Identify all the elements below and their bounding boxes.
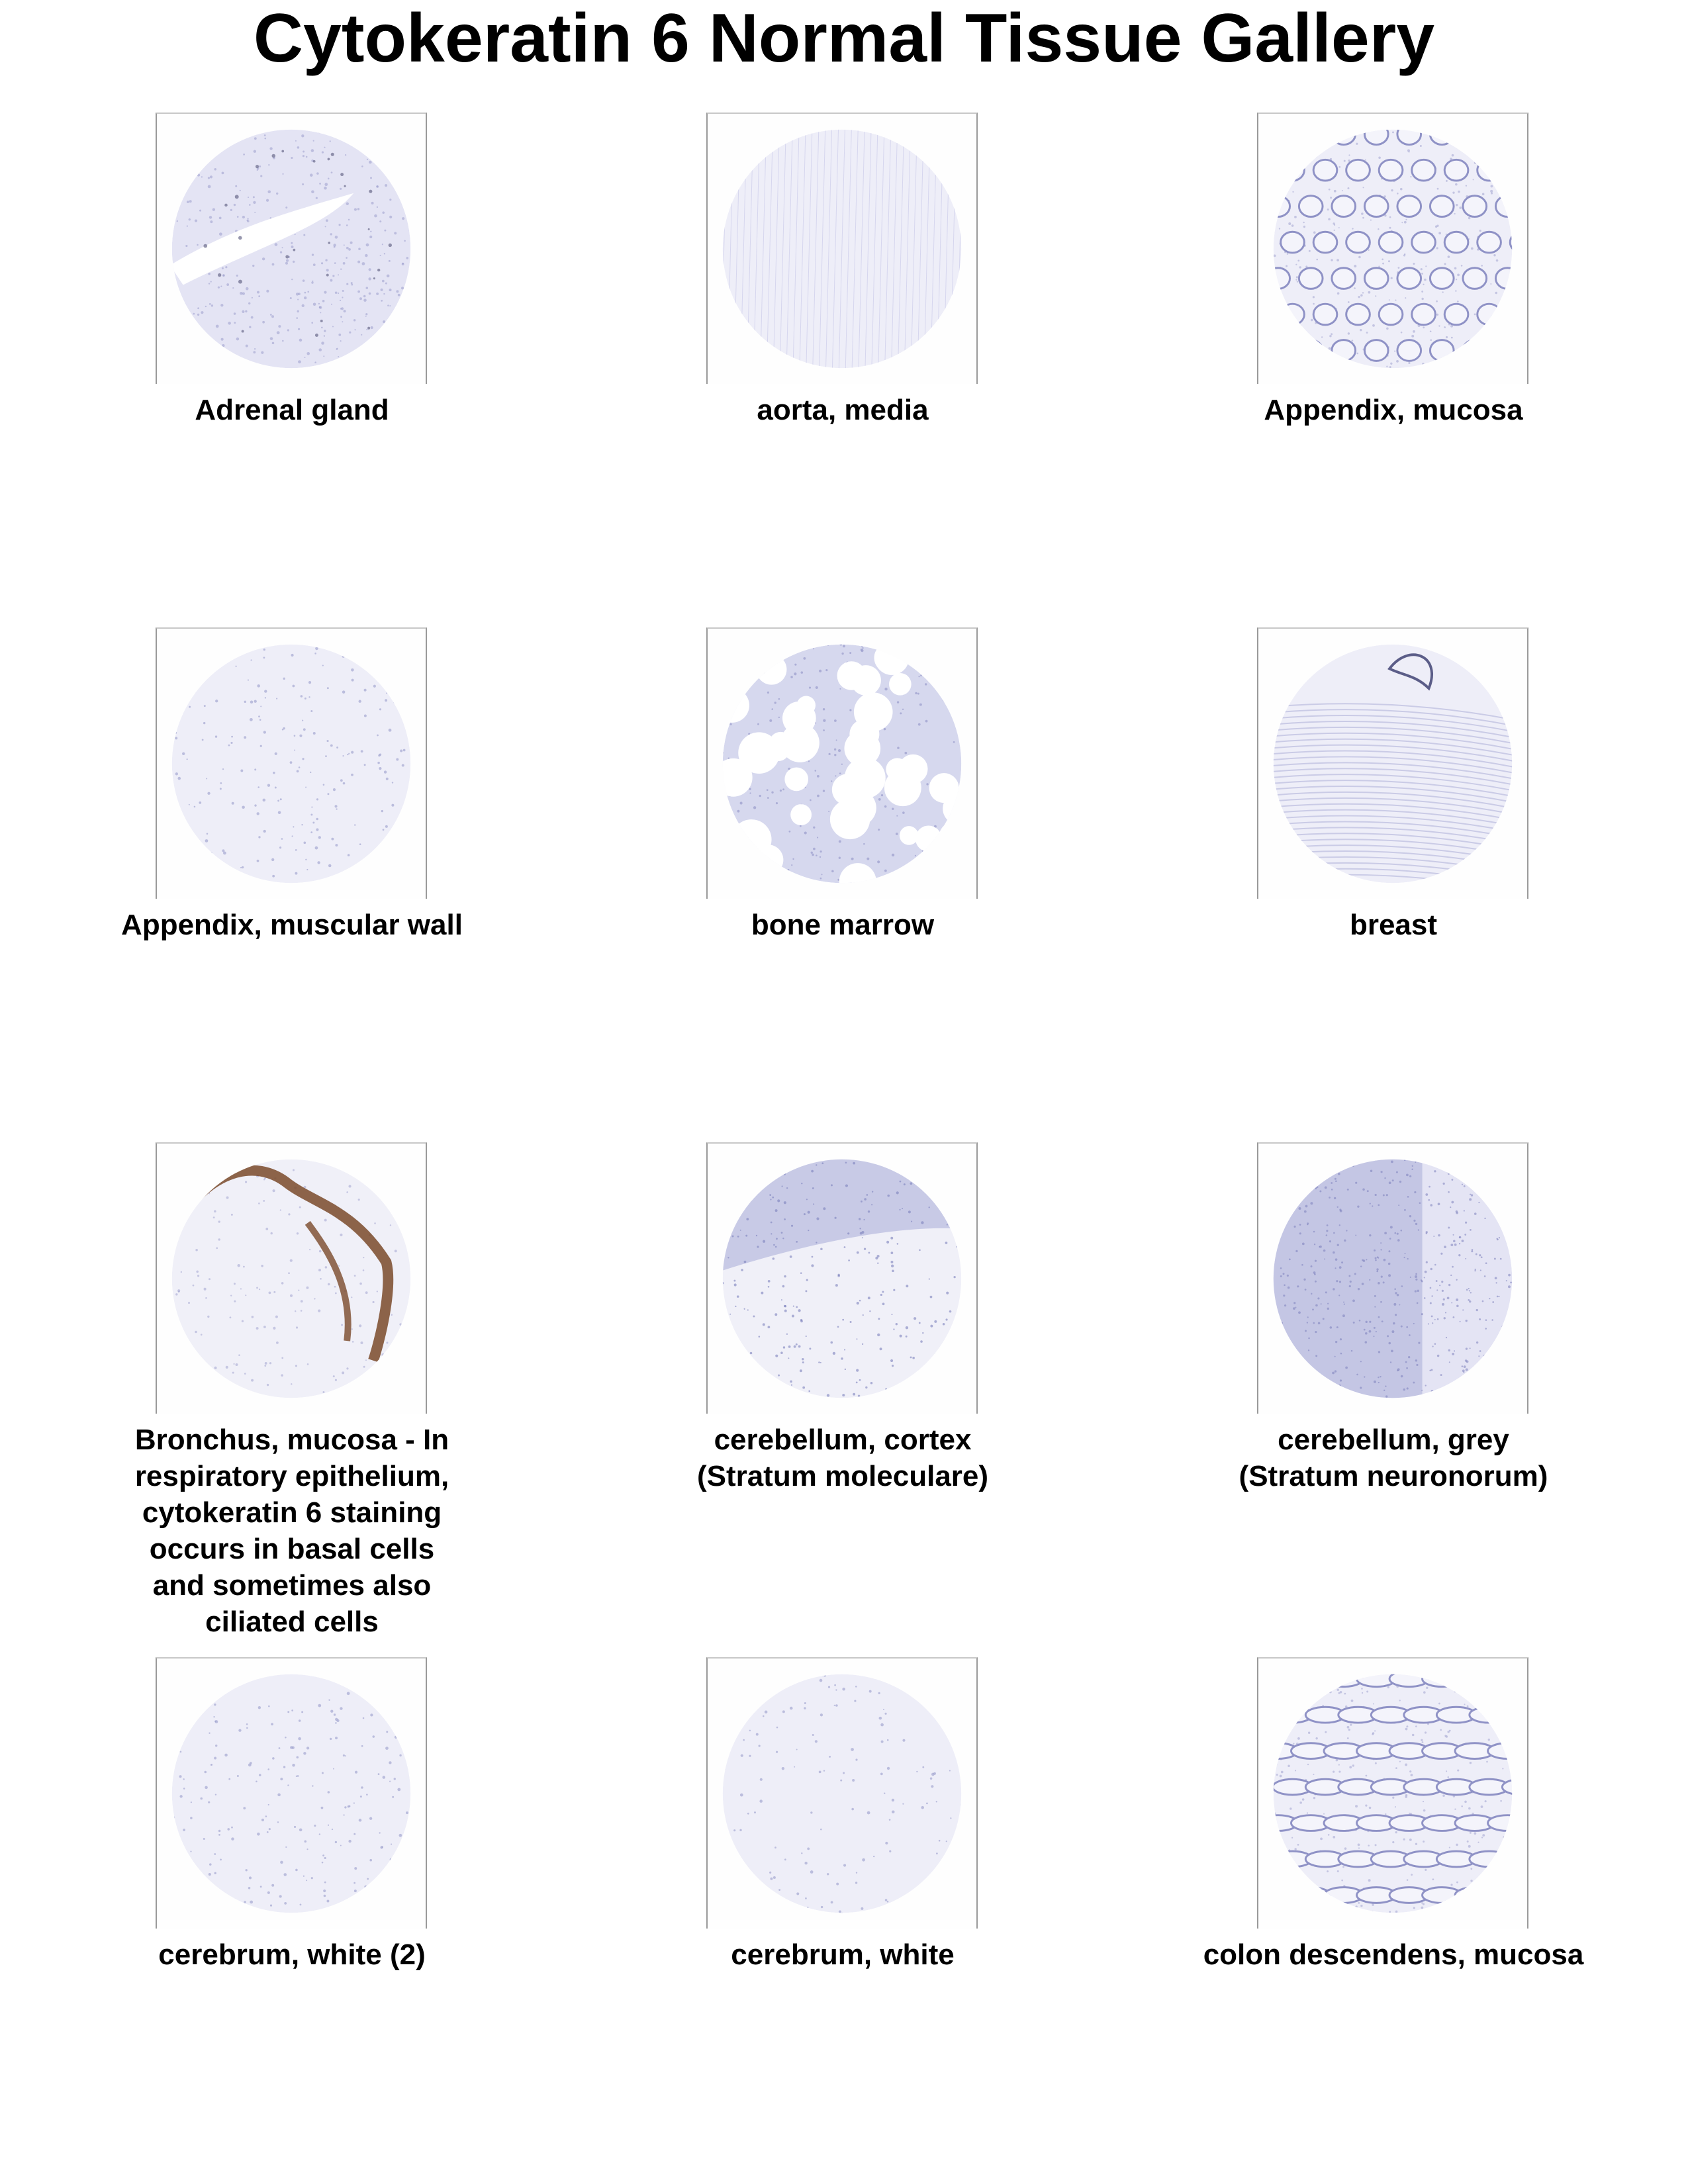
tissue-image — [706, 1657, 978, 1929]
page-title: Cytokeratin 6 Normal Tissue Gallery — [253, 0, 1435, 77]
tissue-micrograph — [157, 1144, 426, 1414]
tissue-caption: cerebrum, white (2) — [158, 1938, 426, 1971]
tissue-micrograph — [708, 1144, 976, 1414]
tissue-caption: cerebellum, grey (Stratum neuronorum) — [1239, 1424, 1548, 1492]
tissue-image — [1257, 627, 1528, 899]
tissue-caption: Adrenal gland — [195, 394, 389, 426]
tissue-caption: Bronchus, mucosa - In respiratory epithelium, cytokeratin 6 staining occurs in basal cells and sometimes also ciliated cells — [134, 1424, 449, 1638]
tissue-micrograph — [708, 629, 976, 899]
tissue-image — [156, 1142, 427, 1414]
tissue-image — [156, 627, 427, 899]
tissue-micrograph — [1258, 1659, 1527, 1929]
tissue-caption: cerebellum, cortex (Stratum moleculare) — [696, 1424, 989, 1492]
tissue-caption: bone marrow — [751, 909, 935, 941]
tissue-caption: Appendix, muscular wall — [121, 909, 463, 941]
tissue-image — [156, 1657, 427, 1929]
tissue-image — [706, 627, 978, 899]
tissue-caption: Appendix, mucosa — [1264, 394, 1523, 426]
tissue-image — [156, 113, 427, 384]
tissue-caption: colon descendens, mucosa — [1203, 1938, 1584, 1971]
tissue-image — [1257, 1657, 1528, 1929]
tissue-image — [706, 113, 978, 384]
tissue-image — [1257, 1142, 1528, 1414]
tissue-micrograph — [708, 114, 976, 384]
tissue-micrograph — [1258, 1144, 1527, 1414]
tissue-micrograph — [157, 1659, 426, 1929]
tissue-micrograph — [157, 114, 426, 384]
tissue-caption: cerebrum, white — [731, 1938, 955, 1971]
tissue-micrograph — [708, 1659, 976, 1929]
tissue-caption: aorta, media — [757, 394, 929, 426]
tissue-micrograph — [1258, 114, 1527, 384]
tissue-caption: breast — [1349, 909, 1438, 941]
tissue-micrograph — [157, 629, 426, 899]
tissue-micrograph — [1258, 629, 1527, 899]
tissue-image — [706, 1142, 978, 1414]
tissue-image — [1257, 113, 1528, 384]
